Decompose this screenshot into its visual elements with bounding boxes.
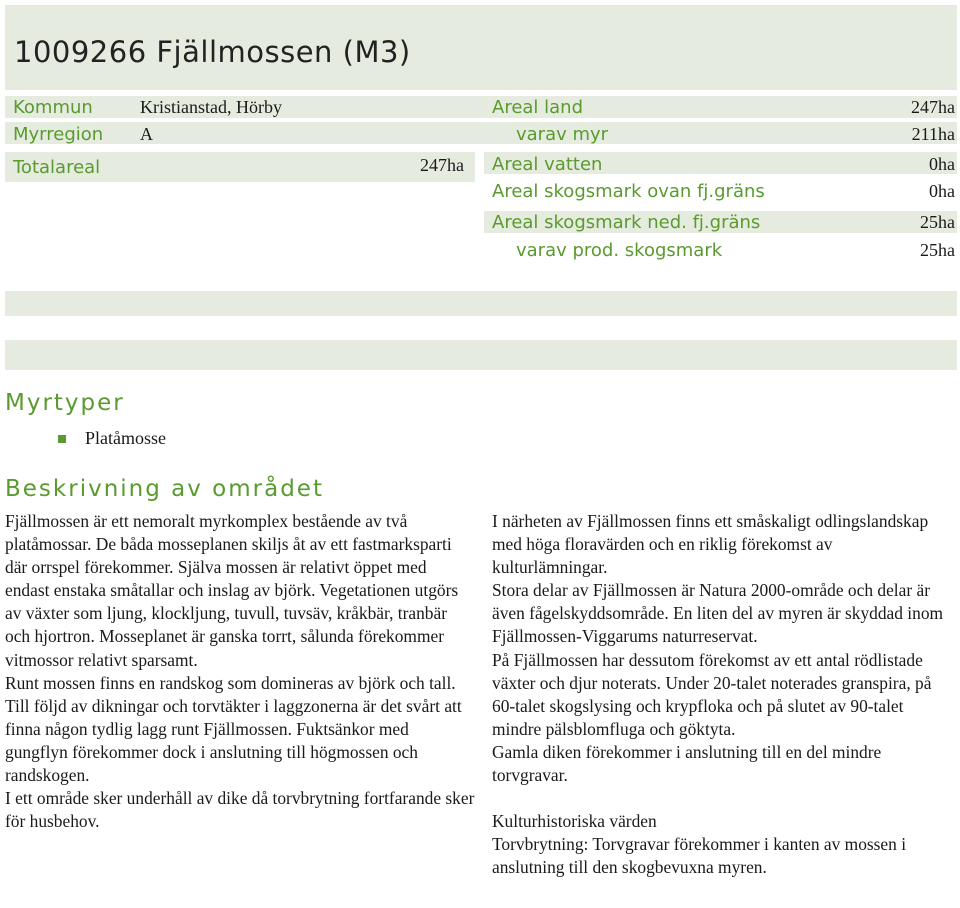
- kultur-text: Torvbrytning: Torvgravar förekommer i kanten av mossen i anslutning till den skogbevuxna myren.: [492, 834, 907, 878]
- areal-skog-ovan-value: 0ha: [929, 181, 955, 201]
- varav-prod-value: 25ha: [920, 240, 955, 260]
- myrtyper-heading: Myrtyper: [5, 390, 125, 416]
- areal-vatten-value: 0ha: [929, 154, 955, 174]
- varav-myr-label: varav myr: [516, 124, 609, 145]
- myrregion-label: Myrregion: [13, 124, 104, 145]
- areal-skog-ned-label: Areal skogsmark ned. fj.gräns: [492, 212, 761, 233]
- description-paragraph: Stora delar av Fjällmossen är Natura 2000-område och delar är även fågelskyddsområde. En liten del av myren är skyddad inom Fjällmossen-Viggarums naturreservat.: [492, 580, 944, 647]
- varav-prod-label: varav prod. skogsmark: [516, 240, 723, 261]
- varav-myr-value: 211ha: [911, 124, 955, 144]
- myrtyp-item: Platåmosse: [85, 428, 166, 448]
- myrregion-value: A: [140, 124, 153, 144]
- areal-vatten-label: Areal vatten: [492, 154, 603, 175]
- description-right-column: [492, 510, 947, 879]
- page-title: 1009266 Fjällmossen (M3): [14, 35, 411, 69]
- empty-band: [5, 340, 957, 370]
- empty-band: [5, 291, 957, 316]
- areal-land-label: Areal land: [492, 97, 584, 118]
- totalareal-value: 247ha: [420, 155, 464, 175]
- kommun-value: Kristianstad, Hörby: [140, 97, 282, 117]
- description-paragraph: I närheten av Fjällmossen finns ett småskaligt odlingslandskap med höga floravärden och en riklig förekomst av kulturlämningar.: [492, 511, 929, 578]
- description-paragraph: Fjällmossen är ett nemoralt myrkomplex bestående av två platåmossar. De båda mosseplanen skiljs åt av ett fastmarksparti där orrspel förekommer. Själva mossen är relativt öppet med endast enstaka småtallar och inslag av björk. Vegetationen utgörs av växter som ljung, klockljung, tuvull, tuvsäv, kråkbär, tranbär och hjortron. Mosseplanet är ganska torrt, sålunda förekommer vitmossor relativt sparsamt.: [5, 511, 459, 670]
- beskrivning-heading: Beskrivning av området: [5, 476, 324, 502]
- description-paragraph: I ett område sker underhåll av dike då torvbrytning fortfarande sker för husbehov.: [5, 788, 475, 832]
- spacer: [492, 787, 947, 810]
- bullet-icon: [58, 435, 66, 443]
- kultur-heading: Kulturhistoriska värden: [492, 811, 657, 832]
- areal-skog-ovan-label: Areal skogsmark ovan fj.gräns: [492, 181, 765, 202]
- totalareal-label: Totalareal: [13, 157, 101, 178]
- description-paragraph: Gamla diken förekommer i anslutning till en del mindre torvgravar.: [492, 741, 882, 786]
- areal-skog-ned-value: 25ha: [920, 212, 955, 232]
- description-left-column: [5, 510, 475, 833]
- kommun-label: Kommun: [13, 97, 93, 118]
- description-paragraph: På Fjällmossen har dessutom förekomst av ett antal rödlistade växter och djur noterats. Under 20-talet noterades granspira, på 60-talet skogslysing och krypfloka och på slutet av 90-talet mindre pälsblomfluga och göktyta.: [492, 649, 932, 739]
- description-paragraph: Runt mossen finns en randskog som domineras av björk och tall. Till följd av dikningar och torvtäkter i laggzonerna är det svårt att finna någon tydlig lagg runt Fjällmossen. Fuktsänkor med gungflyn förekommer dock i anslutning till högmossen och randskogen.: [5, 672, 462, 786]
- areal-land-value: 247ha: [911, 97, 955, 117]
